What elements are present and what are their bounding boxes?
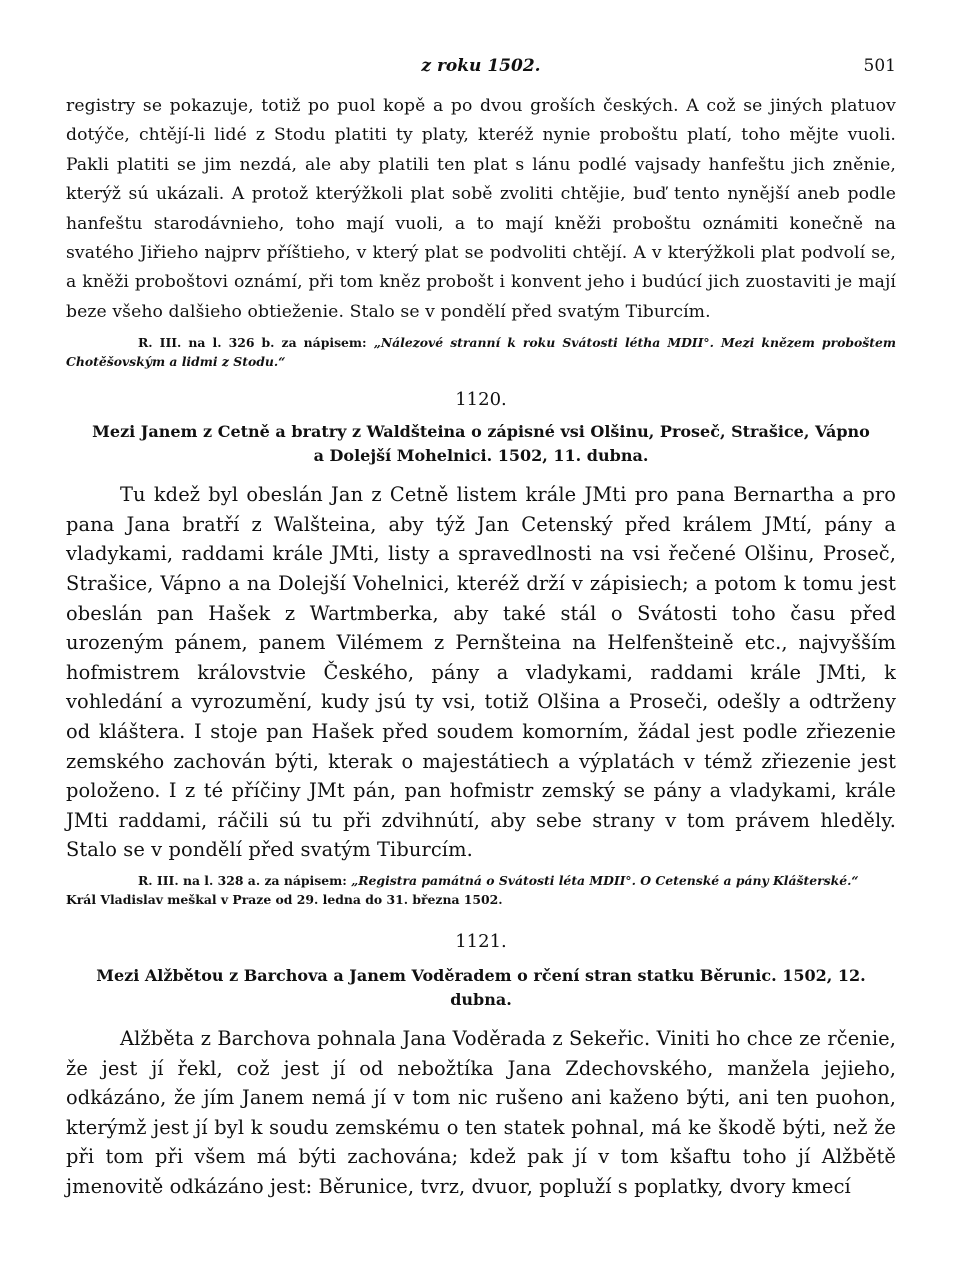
document-number-1120: 1120. <box>455 389 507 411</box>
continued-paragraph: registry se pokazuje, totiž po puol kopě a po dvou groších českých. A což se jiných platuov dotýče, chtějí-li lidé z Stodu platiti ty platy, kteréž nynie proboštu platí, toho mějte vuoli. Pakli platiti se jim nezdá, ale aby platili ten plat s lánu podlé vajsady hanfeštu jich zněnie, kterýž sú ukázali. A protož kterýžkoli plat sobě zvoliti chtějie, buď tento nynější aneb podle hanfeštu starodávnieho, toho mají vuoli, a to mají kněži proboštu oznámiti konečně na svatého Jiřieho najprv příštieho, v který plat se podvoliti chtějí. A v kterýžkoli plat podvolí se, a kněži proboštovi oznámí, při tom kněz probošt i konvent jeho i budúcí jich zuostaviti je mají beze všeho dalšieho obtieženie. Stalo se v pondělí před svatým Tiburcím. <box>66 96 896 322</box>
source-note-prefix: R. III. na l. 326 b. za nápisem: <box>138 335 374 351</box>
source-note-1120-line2: Král Vladislav meškal v Praze od 29. ledna do 31. března 1502. <box>66 891 503 907</box>
heading-line-1: Mezi Janem z Cetně a bratry z Waldšteina o zápisné vsi Olšinu, Proseč, Strašice, Vápno <box>92 422 870 442</box>
source-note-prefix: R. III. na l. 328 a. za nápisem: <box>138 872 352 888</box>
heading-line-2: a Dolejší Mohelnici. 1502, 11. dubna. <box>313 446 649 466</box>
document-heading-1120 <box>66 420 896 468</box>
document-heading-1121: Mezi Alžbětou z Barchova a Janem Voděradem o rčení stran statku Běrunic. 1502, 12. dubna. <box>96 965 866 1009</box>
source-note-1120 <box>66 871 896 890</box>
document-body-1121: Alžběta z Barchova pohnala Jana Voděrada z Sekeřic. Viniti ho chce ze rčenie, že jest jí řekl, což jest jí od nebožtíka Jana Zdechovského, manžela jejieho, odkázáno, že jím Janem nemá jí v tom nic rušeno ani kaženo býti, ani ten puohon, kterýmž jest jí byl k soudu zemskému o ten statek pohnal, má ke škodě býti, než že při tom při všem má býti zachována; kdež pak jí v tom kšaftu toho jí Alžbětě jmenovitě odkázáno jest: Běrunice, tvrz, dvuor, popluží s poplatky, dvory kmecí <box>66 1026 896 1198</box>
document-body-1120: Tu kdež byl obeslán Jan z Cetně listem krále JMti pro pana Bernartha a pro pana Jana bratří z Walšteina, aby týž Jan Cetenský před králem JMtí, pány a vladykami, raddami krále JMti, listy a spravedlnosti na vsi řečené Olšinu, Proseč, Strašice, Vápno a na Dolejší Vohelnici, kteréž drží v zápisiech; a potom k tomu jest obeslán pan Hašek z Wartmberka, aby také stál o Svátosti toho času před urozeným pánem, panem Vilémem z Pernšteina na Helfenšteině etc., najvyšším hofmistrem královstvie Českého, pány a vladykami, raddami krále JMti, k vohledání a vyrozumění, kudy jsú ty vsi, totiž Olšina a Proseči, odešly a odtrženy od kláštera. I stoje pan Hašek před soudem komorním, žádal jest podle zřiezenie zemského zachován býti, kterak o majestátiech a výplatách v témž zřiezenie jest položeno. I z té příčiny JMt pán, pan hofmistr zemský se pány a vladykami, krále JMti raddami, ráčili sú tu při zdvihnútí, aby sebe strany v tom právem hleděly. Stalo se v pondělí před svatým Tiburcím. <box>66 483 896 862</box>
running-head-title: z roku 1502. <box>421 56 541 76</box>
document-number-1121: 1121. <box>455 930 507 952</box>
source-note-1119 <box>66 333 896 371</box>
running-head <box>66 56 896 86</box>
source-note-quote: „Nálezové stranní k roku Svátosti létha MDII°. Mezi knězem proboštem Chotěšovským a lidmi z Stodu.“ <box>66 335 897 370</box>
book-page <box>66 56 896 1202</box>
page-number: 501 <box>863 56 896 76</box>
source-note-quote: „Registra památná o Svátosti léta MDII°. O Cetenské a pány Klášterské.“ <box>351 872 859 888</box>
